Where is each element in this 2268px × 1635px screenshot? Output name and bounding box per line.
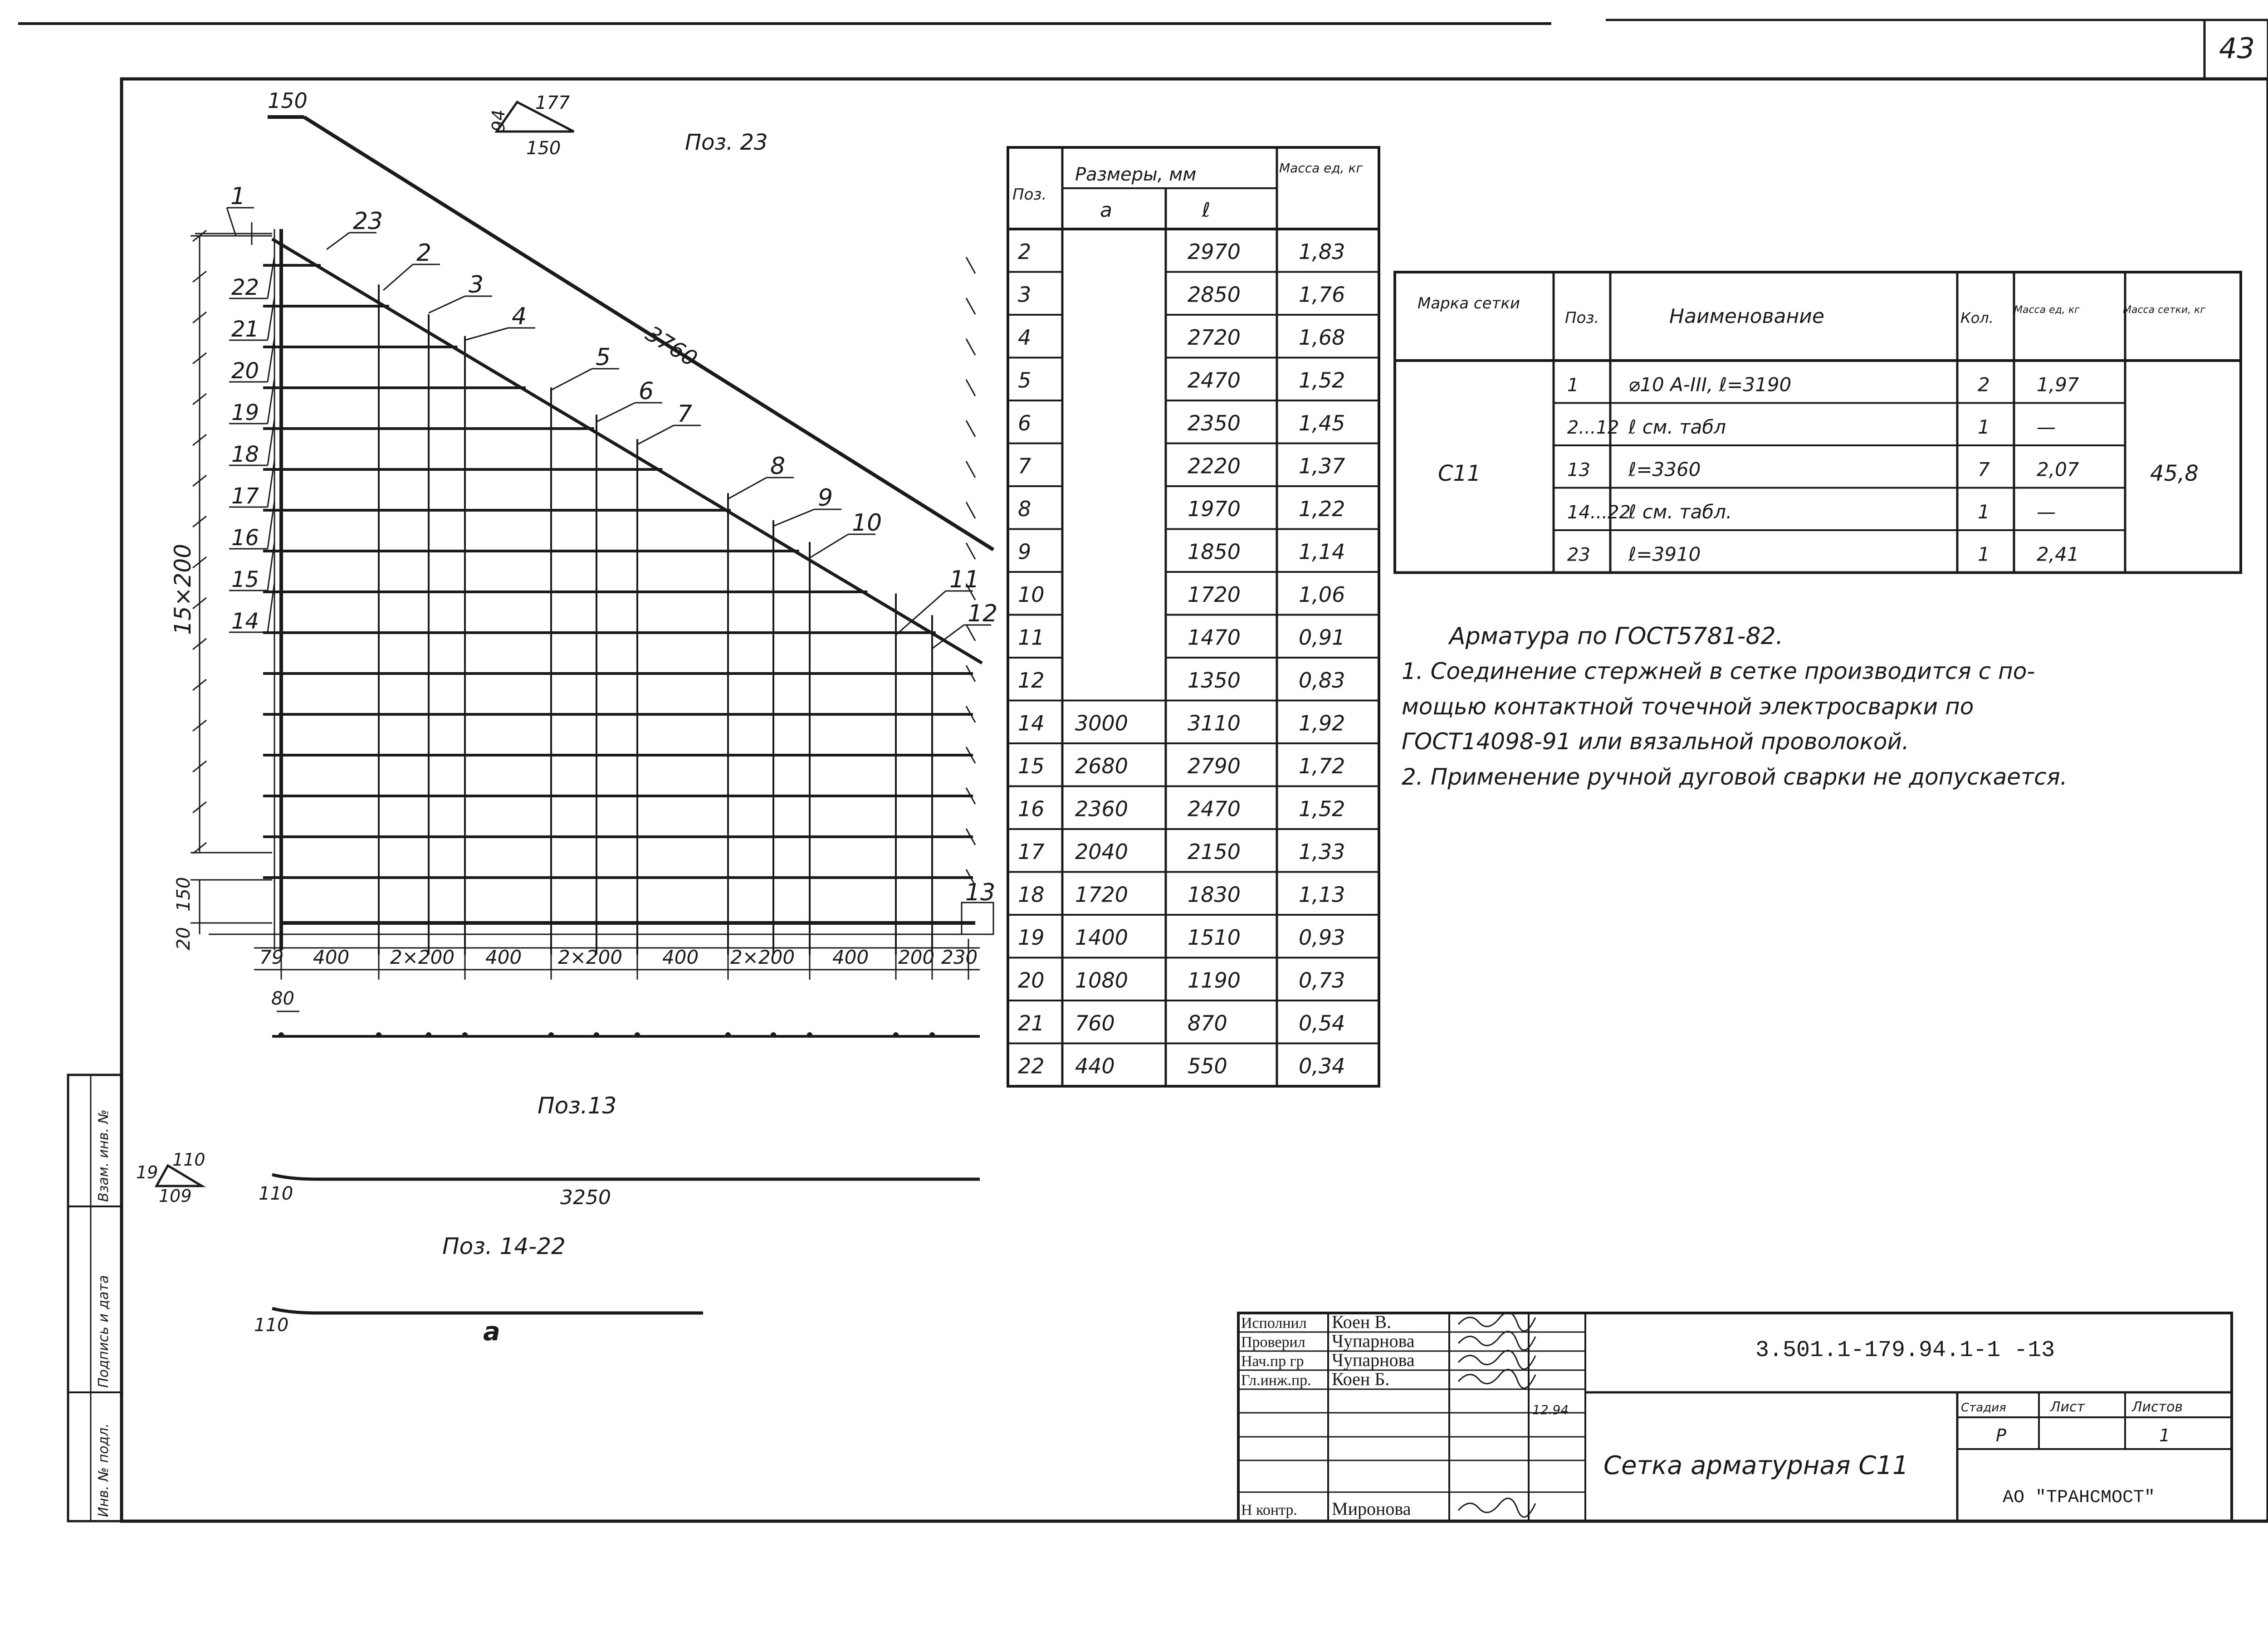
note-line-2: мощью контактной точечной электросварки по xyxy=(1402,693,1974,720)
weld-dot xyxy=(426,1032,431,1038)
weld-dot xyxy=(279,1032,284,1038)
dimension-tick xyxy=(966,380,975,396)
weld-dot xyxy=(771,1032,776,1038)
spec-cell-name: ℓ=3910 xyxy=(1628,543,1701,566)
general-notes xyxy=(1402,623,2068,790)
title-name: Коен В. xyxy=(1332,1312,1392,1332)
sizes-cell-pos: 17 xyxy=(1018,839,1045,864)
sizes-cell-mass: 0,34 xyxy=(1299,1054,1345,1079)
sizes-cell-pos: 19 xyxy=(1018,925,1045,950)
spec-cell-pos: 23 xyxy=(1567,544,1590,566)
sheets-label: Листов xyxy=(2132,1399,2183,1415)
sizes-cell-l: 2970 xyxy=(1188,239,1241,264)
row-label-15: 15 xyxy=(231,567,259,592)
sizes-header-pos: Поз. xyxy=(1012,185,1047,204)
row-label-14: 14 xyxy=(231,609,259,634)
dimension-tick xyxy=(966,257,975,273)
bar-pos13 xyxy=(136,1093,980,1209)
sizes-cell-pos: 8 xyxy=(1018,497,1031,522)
leader-line xyxy=(551,369,592,390)
pos14-length: a xyxy=(483,1317,500,1347)
leader-line xyxy=(728,478,767,499)
weld-dot xyxy=(594,1032,599,1038)
leader-line xyxy=(773,509,814,526)
side-marker-label: 80 xyxy=(271,988,294,1009)
height-dim-label: 15×200 xyxy=(170,544,196,635)
pos13-hook: 110 xyxy=(259,1183,293,1204)
signature xyxy=(1458,1370,1535,1388)
sizes-cell-a: 3000 xyxy=(1075,711,1129,736)
spec-cell-name: ℓ см. табл. xyxy=(1628,500,1732,523)
pos23-title: Поз. 23 xyxy=(685,130,768,155)
spec-cell-pos: 14...22 xyxy=(1567,502,1631,523)
sizes-cell-mass: 1,37 xyxy=(1299,454,1345,478)
sizes-cell-mass: 1,33 xyxy=(1299,839,1345,864)
leader-line xyxy=(268,501,274,549)
sizes-header-l: ℓ xyxy=(1202,199,1211,222)
pos13-slope-side: 19 xyxy=(136,1162,158,1182)
sizes-cell-pos: 20 xyxy=(1018,968,1045,993)
spec-cell-name: ℓ см. табл xyxy=(1628,415,1726,438)
sizes-cell-l: 2720 xyxy=(1188,325,1241,350)
row-label-16: 16 xyxy=(231,525,259,551)
leader-line xyxy=(227,208,236,236)
sizes-header-a: a xyxy=(1100,199,1112,222)
spacing-label: 79 xyxy=(259,946,284,968)
sizes-cell-mass: 1,92 xyxy=(1299,711,1345,736)
weld-dot xyxy=(635,1032,640,1038)
sizes-cell-l: 2470 xyxy=(1188,368,1241,393)
signature xyxy=(1458,1498,1535,1517)
spec-mark: С11 xyxy=(1438,461,1481,486)
sizes-cell-pos: 7 xyxy=(1018,454,1031,478)
title-name: Коен Б. xyxy=(1332,1369,1390,1389)
spec-cell-name: ℓ=3360 xyxy=(1628,458,1701,481)
diagonal-label-2: 2 xyxy=(416,239,432,267)
leader-line xyxy=(896,591,946,635)
leader-line xyxy=(465,328,508,340)
sizes-cell-pos: 4 xyxy=(1018,325,1031,350)
slope-base: 150 xyxy=(526,138,561,159)
sizes-cell-mass: 0,54 xyxy=(1299,1011,1345,1036)
sizes-cell-pos: 21 xyxy=(1018,1011,1045,1036)
spec-cell-qty: 1 xyxy=(1978,500,1990,523)
sizes-cell-l: 1720 xyxy=(1188,582,1241,607)
dimension-tick xyxy=(966,298,975,314)
leader-line xyxy=(429,296,465,313)
sizes-cell-pos: 2 xyxy=(1018,239,1031,264)
title-block xyxy=(1238,1312,2232,1521)
spec-header-mass-unit: Масса ед, кг xyxy=(2014,304,2080,316)
sizes-header-mass: Масса ед, кг xyxy=(1279,161,1363,176)
diagonal-label-11: 11 xyxy=(949,566,980,593)
row-label-18: 18 xyxy=(231,442,259,467)
sizes-cell-pos: 18 xyxy=(1018,882,1045,907)
diagonal-label-12: 12 xyxy=(968,600,998,627)
diagonal-label-10: 10 xyxy=(852,509,882,537)
diagonal-label-5: 5 xyxy=(596,344,611,371)
label-13: 13 xyxy=(965,879,996,906)
row-label-19: 19 xyxy=(231,400,259,425)
diagonal-label-9: 9 xyxy=(818,484,833,512)
spec-cell-pos: 1 xyxy=(1567,375,1579,396)
bar-pos14-22 xyxy=(254,1233,703,1347)
pos13-length: 3250 xyxy=(560,1186,611,1209)
dimension-tick xyxy=(966,339,975,355)
sizes-cell-mass: 1,52 xyxy=(1299,796,1345,821)
organization: АО "ТРАНСМОСТ" xyxy=(2003,1488,2156,1508)
sheet-value: 1 xyxy=(2159,1425,2170,1445)
sizes-cell-mass: 1,72 xyxy=(1299,754,1345,779)
stage-label: Стадия xyxy=(1961,1401,2006,1415)
sizes-cell-l: 1470 xyxy=(1188,625,1241,650)
diagonal-position-labels xyxy=(227,183,997,649)
sizes-cell-mass: 1,14 xyxy=(1299,539,1345,564)
sizes-cell-mass: 0,73 xyxy=(1299,968,1345,993)
sizes-cell-mass: 1,83 xyxy=(1299,239,1345,264)
diagonal-label-1: 1 xyxy=(230,183,246,210)
spacing-labels xyxy=(259,946,978,968)
sizes-cell-mass: 1,13 xyxy=(1299,882,1345,907)
stage-value: Р xyxy=(1996,1425,2006,1445)
leader-line xyxy=(596,403,635,422)
sizes-cell-a: 1720 xyxy=(1075,882,1129,907)
spec-cell-qty: 2 xyxy=(1978,373,1990,396)
weld-dot xyxy=(725,1032,731,1038)
weld-dot xyxy=(807,1032,812,1038)
specification-table xyxy=(1395,272,2241,573)
spec-header-qty: Кол. xyxy=(1960,309,1994,327)
diagonal-label-4: 4 xyxy=(512,303,527,330)
sizes-cell-a: 2040 xyxy=(1075,839,1129,864)
diagonal-label-8: 8 xyxy=(770,453,786,480)
leader-line xyxy=(268,460,274,507)
spec-header-pos: Поз. xyxy=(1565,309,1599,327)
slope-side: 94 xyxy=(489,109,508,132)
diagonal-label-6: 6 xyxy=(639,378,654,405)
sizes-cell-a: 1080 xyxy=(1075,968,1129,993)
diagonal-label-7: 7 xyxy=(677,400,693,428)
sheet-label: Лист xyxy=(2050,1399,2085,1415)
title-date: 12.94 xyxy=(1532,1402,1569,1417)
pos13-title: Поз.13 xyxy=(538,1093,617,1119)
title-role: Проверил xyxy=(1241,1334,1305,1351)
sizes-cell-pos: 5 xyxy=(1018,368,1031,393)
spec-cell-qty: 1 xyxy=(1978,415,1990,438)
sizes-cell-l: 2850 xyxy=(1188,282,1241,307)
spec-header-mass-total: Масса сетки, кг xyxy=(2123,304,2205,316)
spec-header-name: Наименование xyxy=(1669,305,1824,328)
sizes-cell-mass: 1,52 xyxy=(1299,368,1345,393)
title-name: Чупарнова xyxy=(1332,1350,1415,1370)
note-line-3: ГОСТ14098-91 или вязальной проволокой. xyxy=(1402,728,1909,755)
sizes-cell-mass: 1,45 xyxy=(1299,411,1345,436)
leader-line xyxy=(268,256,274,298)
sizes-table xyxy=(1008,147,1379,1086)
title-role: Исполнил xyxy=(1241,1315,1307,1332)
weld-dot xyxy=(893,1032,899,1038)
mesh-labels xyxy=(170,88,998,1009)
leader-line xyxy=(637,425,674,444)
spacing-label: 200 xyxy=(898,946,935,968)
row-position-labels xyxy=(229,256,274,634)
spec-cell-mass: 2,41 xyxy=(2037,543,2079,566)
sizes-cell-l: 2150 xyxy=(1188,839,1241,864)
title-role: Н контр. xyxy=(1241,1502,1297,1518)
spec-cell-mass: — xyxy=(2037,415,2056,438)
spacing-label: 2×200 xyxy=(730,946,795,968)
slope-top: 177 xyxy=(535,93,570,113)
weld-dot xyxy=(548,1032,554,1038)
spec-cell-pos: 2...12 xyxy=(1567,417,1619,438)
dimension-tick xyxy=(966,502,975,518)
dimension-tick xyxy=(966,543,975,559)
row-label-20: 20 xyxy=(231,358,259,384)
sizes-cell-mass: 0,83 xyxy=(1299,668,1345,693)
sizes-cell-pos: 15 xyxy=(1018,754,1045,779)
stamp-original-inv: Инв. № подл. xyxy=(96,1423,112,1517)
spacing-label: 230 xyxy=(941,946,978,968)
pos13-slope-top: 110 xyxy=(172,1150,205,1170)
title-name: Миронова xyxy=(1332,1498,1411,1519)
leader-line xyxy=(268,542,274,591)
signature xyxy=(1458,1313,1535,1331)
sizes-cell-a: 1400 xyxy=(1075,925,1129,950)
drawing-title: Сетка арматурная С11 xyxy=(1603,1451,1909,1480)
sizes-cell-pos: 6 xyxy=(1018,411,1031,436)
row-label-22: 22 xyxy=(231,275,259,300)
sizes-cell-pos: 3 xyxy=(1018,282,1031,307)
leader-line xyxy=(810,534,848,558)
bottom-dim-a-label: 150 xyxy=(173,877,194,912)
diagonal-label-3: 3 xyxy=(469,271,484,298)
spec-cell-mass: 2,07 xyxy=(2037,458,2079,481)
row-label-17: 17 xyxy=(231,483,259,509)
spacing-label: 2×200 xyxy=(558,946,623,968)
spacing-label: 400 xyxy=(485,946,522,968)
sizes-cell-mass: 1,68 xyxy=(1299,325,1345,350)
sizes-cell-l: 2350 xyxy=(1188,411,1241,436)
sizes-cell-l: 1850 xyxy=(1188,539,1241,564)
weld-dot xyxy=(929,1032,935,1038)
margin-stamp xyxy=(96,1109,112,1517)
sizes-header-sizes: Размеры, мм xyxy=(1075,164,1197,185)
sizes-cell-l: 2220 xyxy=(1188,454,1241,478)
sizes-cell-l: 1510 xyxy=(1188,925,1241,950)
mesh-dimensions xyxy=(191,222,980,1036)
sizes-cell-pos: 16 xyxy=(1018,796,1045,821)
leader-line xyxy=(268,420,274,465)
spec-cell-pos: 13 xyxy=(1567,459,1590,481)
leader-line xyxy=(268,297,274,340)
note-line-1: 1. Соединение стержней в сетке производится с по- xyxy=(1402,658,2035,684)
dimension-tick xyxy=(966,420,975,437)
sizes-cell-l: 1830 xyxy=(1188,882,1241,907)
signature xyxy=(1458,1351,1535,1369)
sizes-cell-l: 1190 xyxy=(1188,968,1241,993)
spacing-label: 2×200 xyxy=(390,946,455,968)
sizes-cell-pos: 22 xyxy=(1018,1054,1045,1079)
leader-line xyxy=(268,583,274,632)
sizes-cell-l: 3110 xyxy=(1188,711,1241,736)
sizes-cell-a: 760 xyxy=(1075,1011,1115,1036)
sizes-cell-l: 1970 xyxy=(1188,497,1241,522)
pos14-title: Поз. 14-22 xyxy=(442,1233,566,1259)
signature xyxy=(1458,1332,1535,1350)
spec-cell-mass: 1,97 xyxy=(2037,373,2079,396)
sizes-cell-l: 870 xyxy=(1188,1011,1227,1036)
sizes-cell-a: 2360 xyxy=(1075,796,1129,821)
spec-cell-name: ⌀10 A-III, ℓ=3190 xyxy=(1628,373,1792,396)
leader-line xyxy=(383,264,413,290)
note-line-0: Арматура по ГОСТ5781-82. xyxy=(1449,623,1784,650)
weld-dot xyxy=(376,1032,381,1038)
sizes-cell-mass: 1,06 xyxy=(1299,582,1345,607)
sizes-cell-l: 2470 xyxy=(1188,796,1241,821)
spec-header-mark: Марка сетки xyxy=(1418,294,1520,312)
note-line-4: 2. Применение ручной дуговой сварки не допускается. xyxy=(1402,764,2068,790)
title-role: Нач.пр гр xyxy=(1241,1353,1304,1370)
dimension-tick xyxy=(966,461,975,478)
row-label-21: 21 xyxy=(231,317,259,342)
leader-line xyxy=(268,379,274,424)
sizes-cell-l: 550 xyxy=(1188,1054,1227,1079)
pos14-hook: 110 xyxy=(254,1315,289,1336)
spec-total-mass: 45,8 xyxy=(2150,461,2199,486)
diagonal-label-23: 23 xyxy=(353,208,383,235)
title-name: Чупарнова xyxy=(1332,1331,1415,1351)
spacing-label: 400 xyxy=(832,946,869,968)
doc-code: 3.501.1-179.94.1-1 -13 xyxy=(1755,1337,2055,1363)
bottom-dim-b-label: 20 xyxy=(173,927,194,950)
spec-cell-qty: 7 xyxy=(1978,458,1990,481)
sizes-cell-pos: 11 xyxy=(1018,625,1045,650)
top-offset-label: 150 xyxy=(268,88,308,113)
sizes-cell-mass: 0,93 xyxy=(1299,925,1345,950)
pos13-slope-base: 109 xyxy=(159,1186,192,1206)
title-role: Гл.инж.пр. xyxy=(1241,1372,1311,1389)
sizes-cell-pos: 10 xyxy=(1018,582,1045,607)
sizes-cell-mass: 1,22 xyxy=(1299,497,1345,522)
spacing-label: 400 xyxy=(313,946,350,968)
sizes-cell-l: 1350 xyxy=(1188,668,1241,693)
diagonal-length-label: 3760 xyxy=(641,321,702,372)
spec-cell-mass: — xyxy=(2037,500,2056,523)
sizes-cell-pos: 12 xyxy=(1018,668,1045,693)
sizes-cell-pos: 14 xyxy=(1018,711,1045,736)
sizes-cell-l: 2790 xyxy=(1188,754,1241,779)
sizes-cell-a: 440 xyxy=(1075,1054,1115,1079)
slope-triangle-23 xyxy=(489,93,574,159)
sizes-cell-pos: 9 xyxy=(1018,539,1031,564)
stamp-replaced-inv: Взам. инв. № xyxy=(96,1109,112,1202)
sizes-cell-mass: 1,76 xyxy=(1299,282,1345,307)
stamp-signature-date: Подпись и дата xyxy=(96,1275,112,1388)
spec-cell-qty: 1 xyxy=(1978,543,1990,566)
spacing-label: 400 xyxy=(662,946,699,968)
weld-dot xyxy=(462,1032,468,1038)
leader-line xyxy=(327,233,349,249)
sizes-cell-mass: 0,91 xyxy=(1299,625,1345,650)
leader-line xyxy=(268,338,274,382)
sizes-cell-a: 2680 xyxy=(1075,754,1129,779)
sheet-number: 43 xyxy=(2219,32,2255,65)
